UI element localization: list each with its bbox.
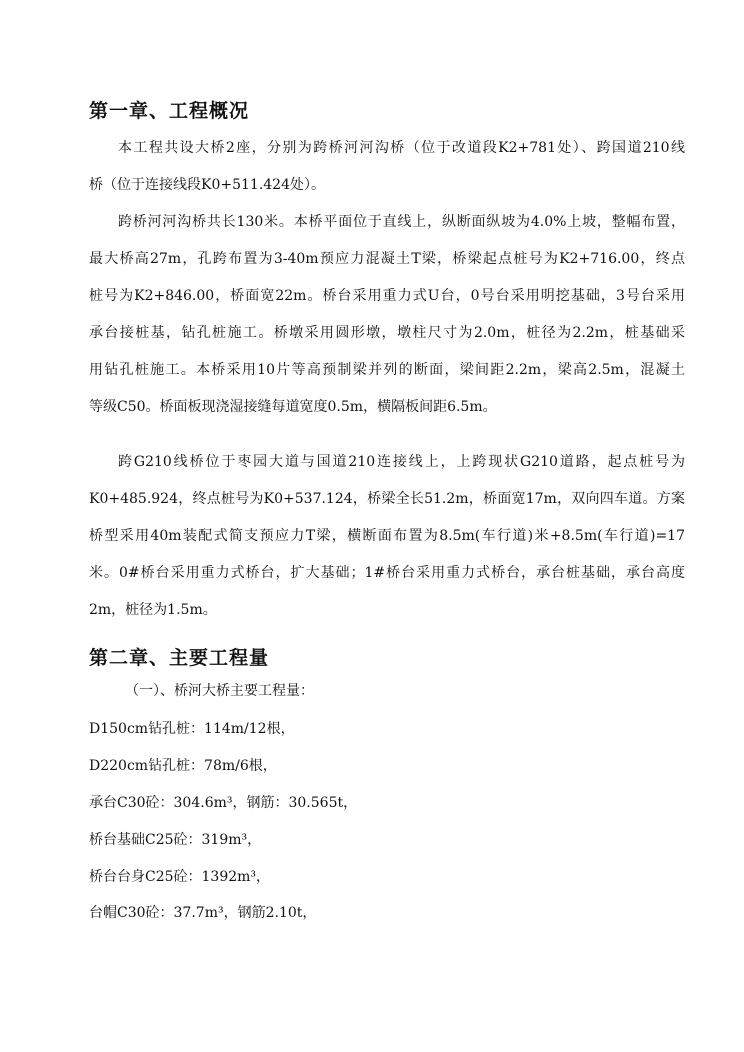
quantity-item: 桥台基础C25砼：319m³， xyxy=(89,832,262,848)
quantity-item: 桥台台身C25砼：1392m³， xyxy=(89,869,271,885)
paragraph-line: 2m，桩径为1.5m。 xyxy=(89,602,217,618)
paragraph-line: 桥（位于连接线段K0+511.424处）。 xyxy=(89,177,325,193)
paragraph-line: 等级C50。桥面板现浇湿接缝每道宽度0.5m，横隔板间距6.5m。 xyxy=(89,399,497,415)
paragraph-line: 跨桥河河沟桥共长130米。本桥平面位于直线上，纵断面纵坡为4.0%上坡，整幅布置， xyxy=(118,214,685,230)
chapter-1-heading: 第一章、工程概况 xyxy=(89,100,250,122)
paragraph-line: 承台接桩基，钻孔桩施工。桥墩采用圆形墩，墩柱尺寸为2.0m，桩径为2.2m，桩基础采 xyxy=(89,325,685,341)
paragraph-line: 用钻孔桩施工。本桥采用10片等高预制梁并列的断面，梁间距2.2m，梁高2.5m，混凝土 xyxy=(89,362,685,378)
quantity-item: D220cm钻孔桩：78m/6根， xyxy=(89,758,277,774)
quantity-item: 台帽C30砼：37.7m³，钢筋2.10t， xyxy=(89,905,317,921)
quantity-item: 承台C30砼：304.6m³，钢筋：30.565t， xyxy=(89,795,358,811)
paragraph-line: 米。0#桥台采用重力式桥台，扩大基础；1#桥台采用重力式桥台，承台桩基础，承台高度 xyxy=(89,565,685,581)
paragraph-line: K0+485.924，终点桩号为K0+537.124，桥梁全长51.2m，桥面宽17m，双向四车道。方案 xyxy=(89,491,685,507)
paragraph-line: 最大桥高27m，孔跨布置为3-40m预应力混凝土T梁，桥梁起点桩号为K2+716.00，终点 xyxy=(89,251,685,267)
section-subtitle: （一）、桥河大桥主要工程量： xyxy=(125,683,314,699)
paragraph-line: 桥型采用40m装配式简支预应力T梁，横断面布置为8.5m(车行道)米+8.5m(车行道)=17 xyxy=(89,528,685,544)
paragraph-line: 本工程共设大桥2座，分别为跨桥河河沟桥（位于改道段K2+781处）、跨国道210线 xyxy=(118,140,685,156)
paragraph-line: 桩号为K2+846.00，桥面宽22m。桥台采用重力式U台，0号台采用明挖基础，3号台采用 xyxy=(89,288,685,304)
quantity-item: D150cm钻孔桩：114m/12根， xyxy=(89,721,295,737)
chapter-2-heading: 第二章、主要工程量 xyxy=(89,647,270,669)
paragraph-line: 跨G210线桥位于枣园大道与国道210连接线上，上跨现状G210道路，起点桩号为 xyxy=(118,454,685,470)
